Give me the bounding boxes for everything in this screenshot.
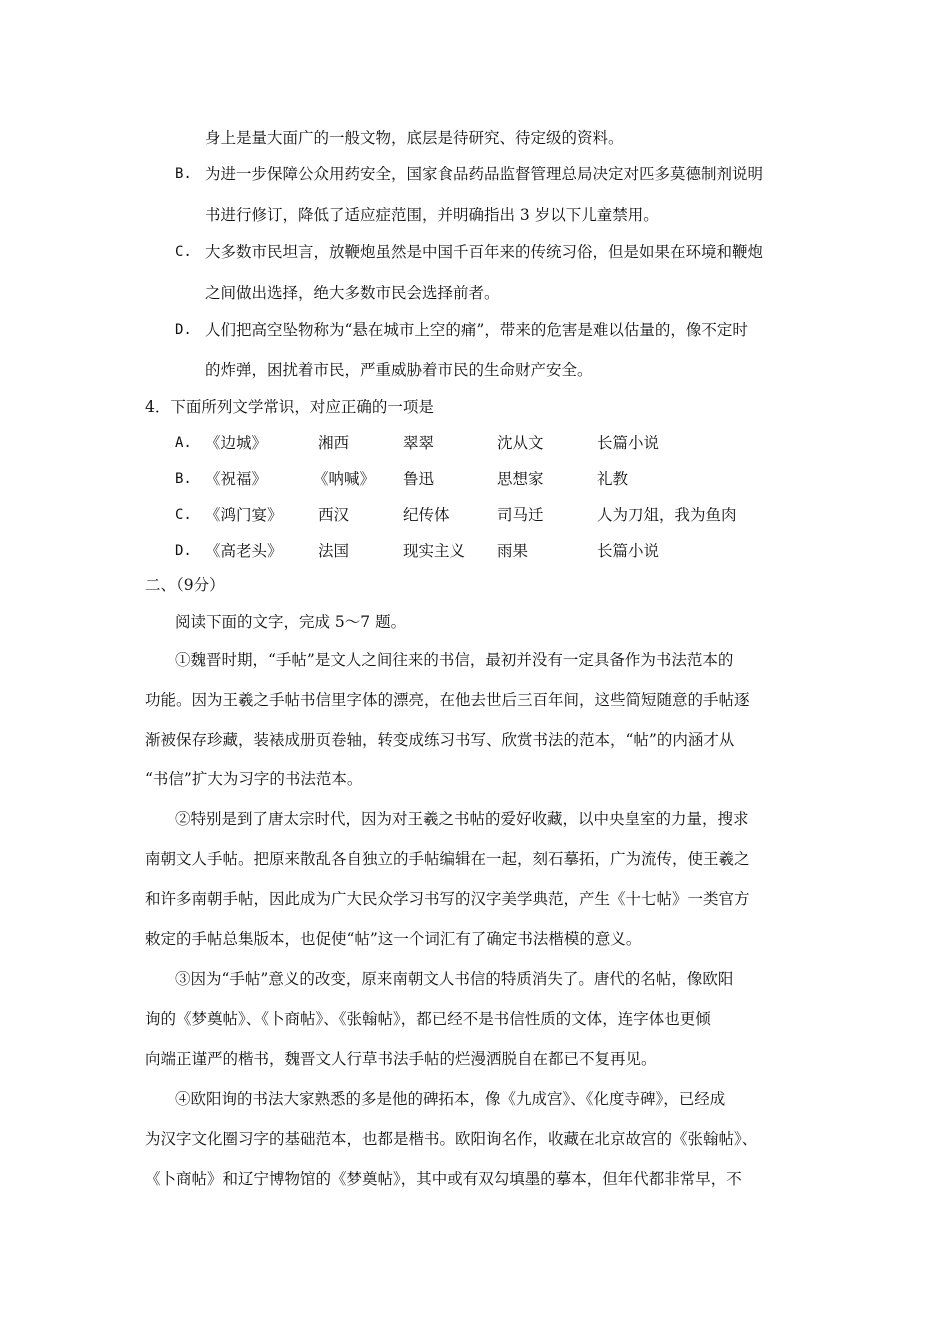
paragraph-line: 《卜商帖》和辽宁博物馆的《梦奠帖》，其中或有双勾填墨的摹本，但年代都非常早，不: [145, 1170, 742, 1188]
paragraph-line: ③因为“手帖”意义的改变，原来南朝文人书信的特质消失了。唐代的名帖，像欧阳: [175, 970, 734, 988]
q4-cell-3: 翠翠: [403, 434, 435, 452]
q3-option-a-tail: 身上是量大面广的一般文物，底层是待研究、待定级的资料。: [205, 129, 624, 147]
paragraph-line: 南朝文人手帖。把原来散乱各自独立的手帖编辑在一起，刻石摹拓，广为流传，使王羲之: [145, 850, 750, 868]
reading-instruction: 阅读下面的文字，完成 5～7 题。: [175, 613, 407, 631]
paragraph-line: ①魏晋时期，“手帖”是文人之间往来的书信，最初并没有一定具备作为书法范本的: [175, 651, 734, 669]
q4-cell-4: 思想家: [497, 470, 544, 488]
q3-option-b-line2: 书进行修订，降低了适应症范围，并明确指出 3 岁以下儿童禁用。: [205, 206, 659, 224]
q3-option-d-label: D.: [175, 322, 192, 338]
q3-option-b-label: B.: [175, 166, 192, 182]
q4-row-label: C.: [175, 507, 192, 523]
q4-cell-5: 人为刀俎，我为鱼肉: [597, 506, 737, 524]
q4-cell-work: 《祝福》: [205, 470, 268, 488]
paragraph-line: 和许多南朝手帖，因此成为广大民众学习书写的汉字美学典范，产生《十七帖》一类官方: [145, 890, 750, 908]
q4-cell-4: 雨果: [497, 542, 529, 560]
q3-option-b-line1: 为进一步保障公众用药安全，国家食品药品监督管理总局决定对匹多莫德制剂说明: [205, 165, 764, 183]
q4-cell-work: 《鸿门宴》: [205, 506, 283, 524]
paragraph-line: ②特别是到了唐太宗时代，因为对王羲之书帖的爱好收藏，以中央皇室的力量，搜求: [175, 810, 749, 828]
q4-row-label: B.: [175, 471, 192, 487]
q4-cell-3: 纪传体: [403, 506, 450, 524]
paragraph-line: 询的《梦奠帖》、《卜商帖》、《张翰帖》，都已经不是书信性质的文体，连字体也更倾: [145, 1010, 711, 1028]
q4-cell-3: 现实主义: [403, 542, 466, 560]
q4-cell-work: 《边城》: [205, 434, 268, 452]
q4-stem: 4．下面所列文学常识，对应正确的一项是: [145, 398, 434, 416]
q4-cell-2: 法国: [318, 542, 350, 560]
paragraph-line: 敕定的手帖总集版本，也促使“帖”这一个词汇有了确定书法楷模的意义。: [145, 930, 642, 948]
q4-cell-work: 《高老头》: [205, 542, 283, 560]
q3-option-c-line1: 大多数市民坦言，放鞭炮虽然是中国千百年来的传统习俗，但是如果在环境和鞭炮: [205, 243, 764, 261]
q3-option-d-line1: 人们把高空坠物称为“悬在城市上空的痛”，带来的危害是难以估量的，像不定时: [205, 321, 748, 339]
paragraph-line: ④欧阳询的书法大家熟悉的多是他的碑拓本，像《九成宫》、《化度寺碑》，已经成: [175, 1090, 726, 1108]
q4-row-label: D.: [175, 543, 192, 559]
q4-row-label: A.: [175, 435, 192, 451]
q4-cell-5: 礼教: [597, 470, 629, 488]
q4-cell-2: 西汉: [318, 506, 350, 524]
q4-cell-3: 鲁迅: [403, 470, 435, 488]
q4-cell-4: 沈从文: [497, 434, 544, 452]
paragraph-line: 向端正谨严的楷书，魏晋文人行草书法手帖的烂漫洒脱自在都已不复再见。: [145, 1050, 657, 1068]
q4-cell-2: 《呐喊》: [313, 470, 376, 488]
q4-cell-4: 司马迁: [497, 506, 544, 524]
paragraph-line: 渐被保存珍藏，装裱成册页卷轴，转变成练习书写、欣赏书法的范本，“帖”的内涵才从: [145, 731, 735, 749]
section-heading: 二、（9分）: [145, 576, 225, 594]
q3-option-c-line2: 之间做出选择，绝大多数市民会选择前者。: [205, 284, 500, 302]
paragraph-line: 功能。因为王羲之手帖书信里字体的漂亮，在他去世后三百年间，这些简短随意的手帖逐: [145, 691, 750, 709]
q4-cell-2: 湘西: [318, 434, 350, 452]
q3-option-d-line2: 的炸弹，困扰着市民，严重威胁着市民的生命财产安全。: [205, 361, 593, 379]
paragraph-line: 为汉字文化圈习字的基础范本，也都是楷书。欧阳询名作，收藏在北京故宫的《张翰帖》、: [145, 1130, 758, 1148]
q4-cell-5: 长篇小说: [597, 542, 660, 560]
q4-cell-5: 长篇小说: [597, 434, 660, 452]
q3-option-c-label: C.: [175, 244, 192, 260]
paragraph-line: “书信”扩大为习字的书法范本。: [145, 770, 363, 788]
